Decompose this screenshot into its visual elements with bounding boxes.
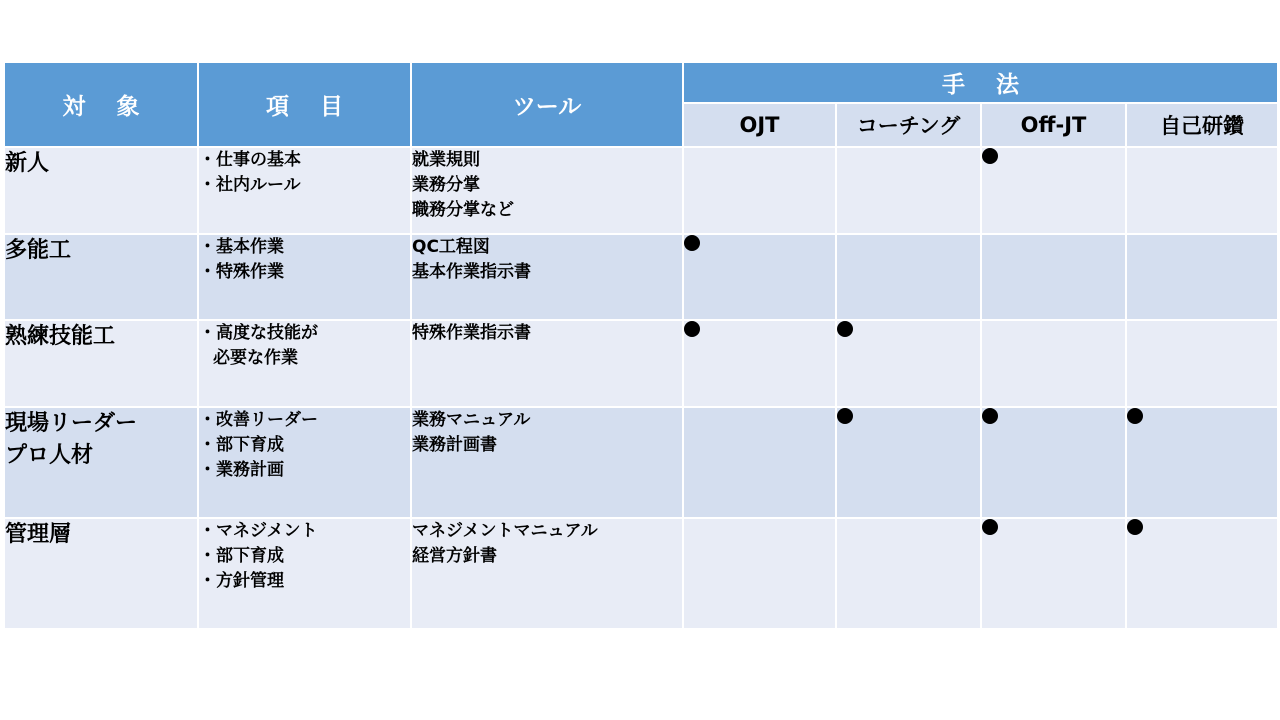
table-row: [4, 234, 1278, 320]
filled-circle-icon: [684, 321, 700, 337]
item-line: ・基本作業: [199, 237, 284, 257]
tool-line: 経営方針書: [412, 546, 497, 566]
tool-line: マネジメントマニュアル: [412, 521, 598, 541]
filled-circle-icon: [1127, 519, 1143, 535]
item-cell: [198, 320, 411, 407]
tool-line: 職務分掌など: [412, 200, 514, 220]
method-cell: [981, 518, 1126, 629]
tool-line: QC工程図: [412, 237, 490, 257]
item-line: ・業務計画: [199, 460, 284, 480]
header-tool: ツール: [411, 62, 683, 147]
item-cell: [198, 234, 411, 320]
table-row: [4, 320, 1278, 407]
method-cell: [981, 407, 1126, 518]
table-body: [4, 147, 1278, 629]
target-label: 新人: [5, 151, 50, 176]
item-cell: [198, 407, 411, 518]
header-item: 項 目: [198, 62, 411, 147]
item-line: ・部下育成: [199, 546, 284, 566]
target-label: 管理層: [5, 522, 72, 547]
item-cell: [198, 147, 411, 234]
item-line: ・マネジメント: [199, 521, 318, 541]
method-cell: [1126, 518, 1278, 629]
tool-line: 特殊作業指示書: [412, 323, 531, 343]
method-cell: [836, 320, 981, 407]
tool-cell: [411, 518, 683, 629]
method-cell: [981, 320, 1126, 407]
tool-line: 基本作業指示書: [412, 262, 531, 282]
filled-circle-icon: [982, 148, 998, 164]
filled-circle-icon: [837, 321, 853, 337]
method-cell: [836, 147, 981, 234]
item-line: ・方針管理: [199, 571, 284, 591]
target-cell: [4, 147, 198, 234]
tool-line: 業務計画書: [412, 435, 497, 455]
target-label: 熟練技能工: [5, 324, 116, 349]
method-cell: [683, 407, 836, 518]
tool-cell: [411, 147, 683, 234]
item-line: ・改善リーダー: [199, 410, 318, 430]
table-row: [4, 147, 1278, 234]
header-method-self-development: 自己研鑽: [1126, 103, 1278, 147]
method-cell: [981, 234, 1126, 320]
target-cell: [4, 407, 198, 518]
item-line: ・特殊作業: [199, 262, 284, 282]
filled-circle-icon: [837, 408, 853, 424]
training-method-table: [3, 61, 1279, 630]
target-cell: [4, 320, 198, 407]
method-cell: [836, 407, 981, 518]
table-row: [4, 407, 1278, 518]
filled-circle-icon: [982, 408, 998, 424]
method-cell: [1126, 234, 1278, 320]
method-cell: [981, 147, 1126, 234]
method-cell: [683, 518, 836, 629]
target-cell: [4, 234, 198, 320]
target-label: 現場リーダー: [5, 411, 138, 436]
header-method-coaching: コーチング: [836, 103, 981, 147]
item-line: ・社内ルール: [199, 175, 301, 195]
filled-circle-icon: [684, 235, 700, 251]
item-line: ・部下育成: [199, 435, 284, 455]
method-cell: [836, 234, 981, 320]
method-cell: [1126, 147, 1278, 234]
header-method: 手 法: [683, 62, 1278, 103]
target-label: 多能工: [5, 238, 72, 263]
method-cell: [1126, 320, 1278, 407]
item-line: ・仕事の基本: [199, 150, 301, 170]
method-cell: [1126, 407, 1278, 518]
header-method-off-jt: Off-JT: [981, 103, 1126, 147]
item-line: ・高度な技能が: [199, 323, 318, 343]
filled-circle-icon: [982, 519, 998, 535]
tool-cell: [411, 234, 683, 320]
tool-line: 業務分掌: [412, 175, 480, 195]
target-cell: [4, 518, 198, 629]
method-cell: [683, 320, 836, 407]
table-row: [4, 518, 1278, 629]
tool-line: 就業規則: [412, 150, 480, 170]
item-cell: [198, 518, 411, 629]
target-label: プロ人材: [5, 443, 94, 468]
tool-cell: [411, 320, 683, 407]
header-target: 対 象: [4, 62, 198, 147]
method-cell: [836, 518, 981, 629]
method-cell: [683, 234, 836, 320]
tool-cell: [411, 407, 683, 518]
method-cell: [683, 147, 836, 234]
header-method-ojt: OJT: [683, 103, 836, 147]
filled-circle-icon: [1127, 408, 1143, 424]
tool-line: 業務マニュアル: [412, 410, 531, 430]
item-line: 必要な作業: [213, 348, 298, 368]
